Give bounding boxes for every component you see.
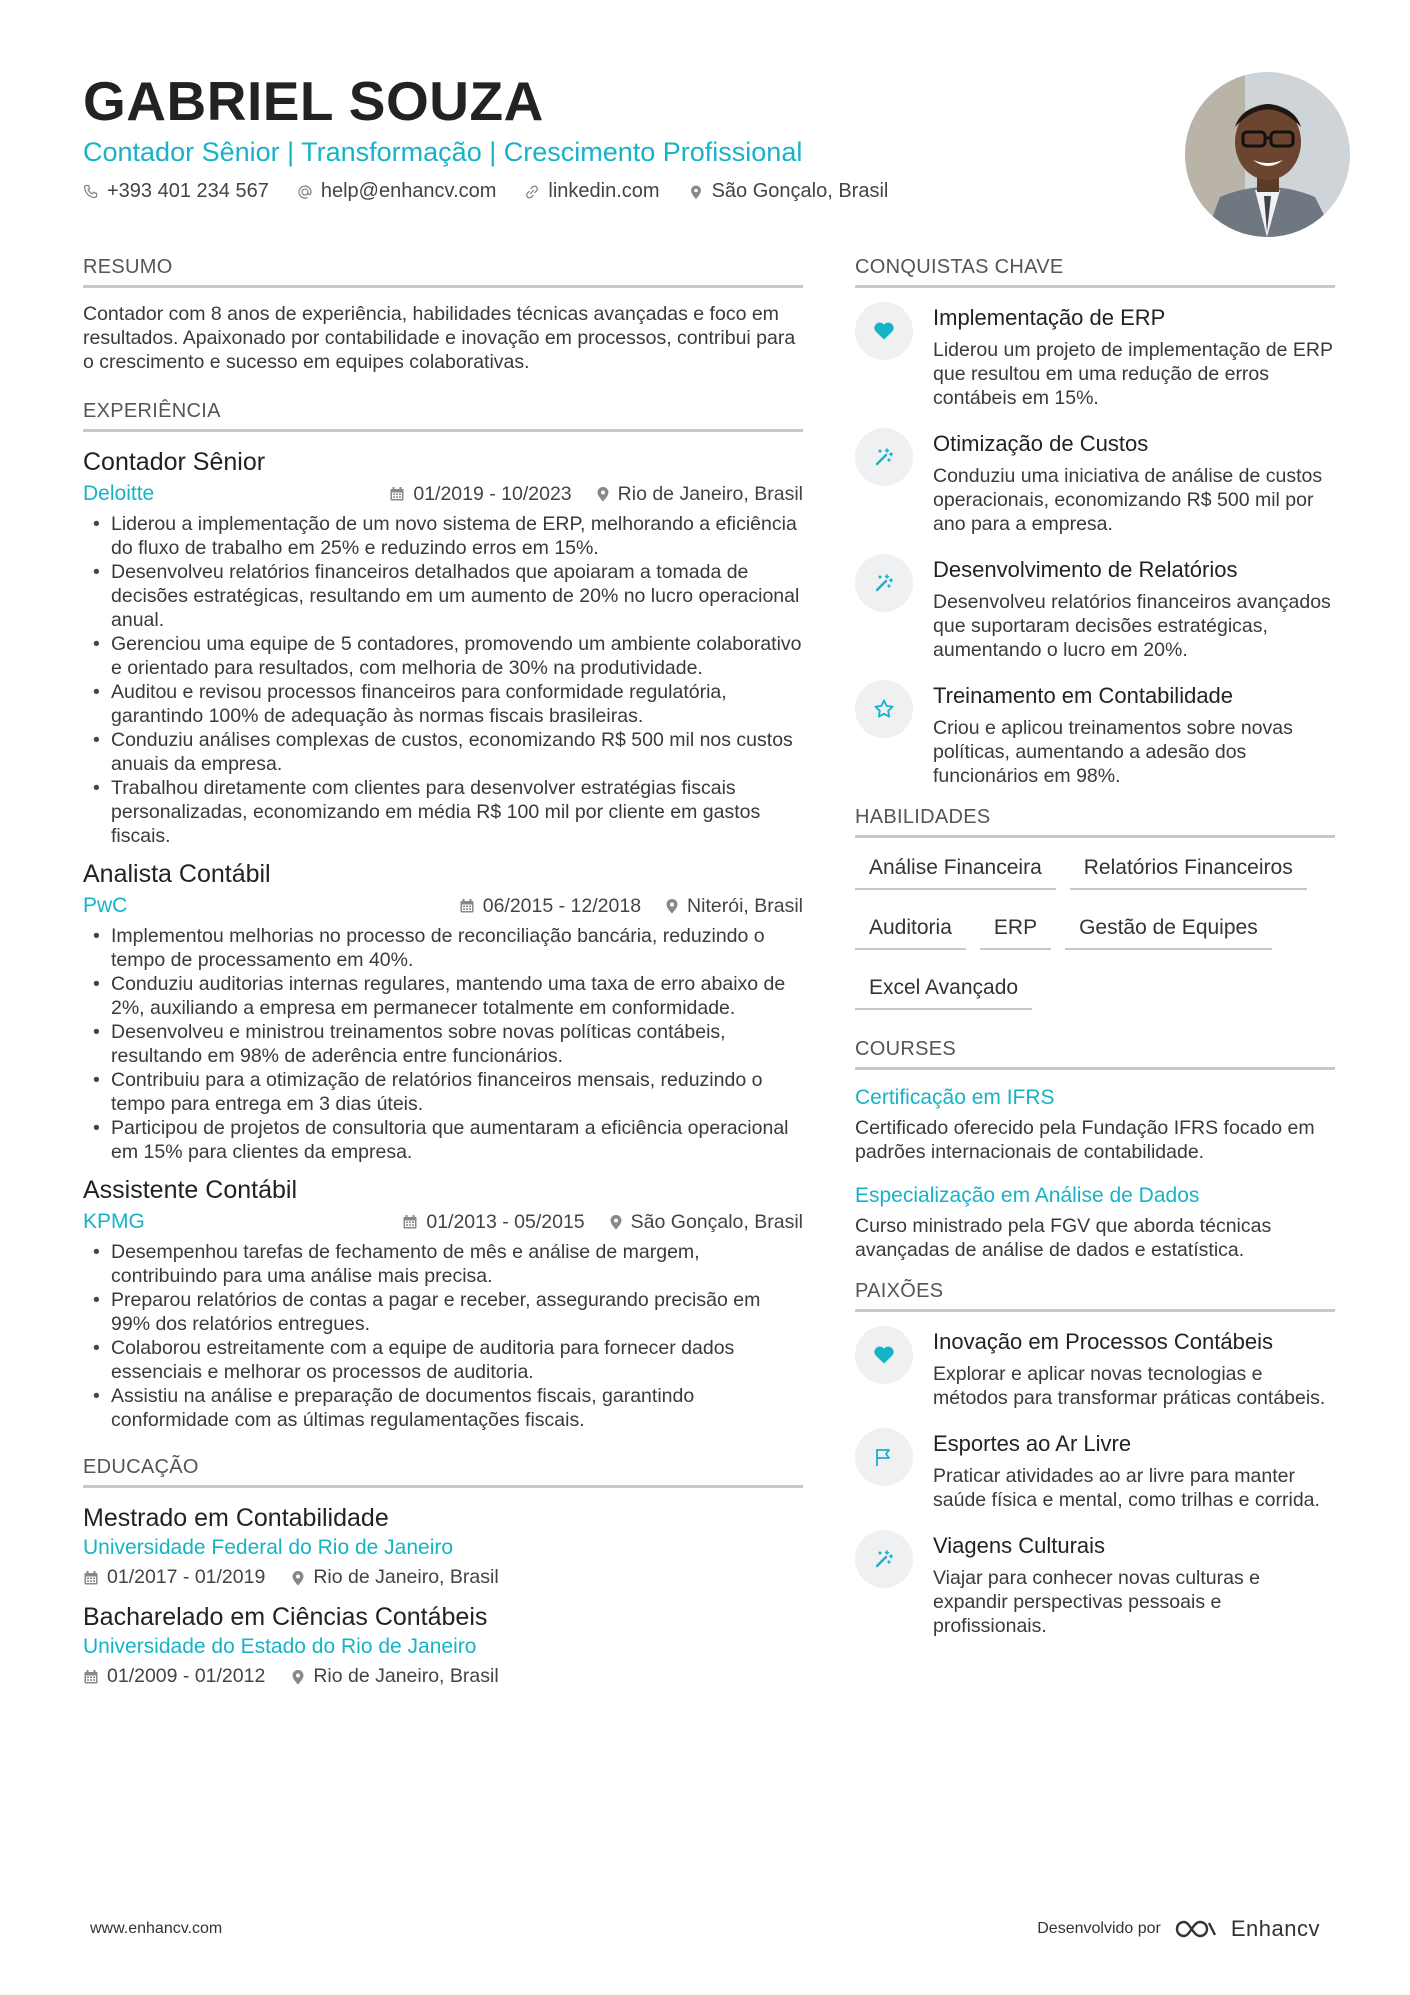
courses-heading: COURSES: [855, 1038, 1335, 1070]
flag-icon: [855, 1428, 913, 1486]
education-entry: [83, 1502, 803, 1589]
course-desc: Curso ministrado pela FGV que aborda técnicas avançadas de análise de dados e estatística.: [855, 1215, 1272, 1261]
job-dates: [459, 895, 641, 918]
contact-linkedin[interactable]: [524, 180, 659, 203]
achievements-item-desc: Desenvolveu relatórios financeiros avançados que suportaram decisões estratégicas, aumentando o lucro em 20%.: [933, 591, 1331, 661]
achievements-item-title: Otimização de Custos: [933, 431, 1149, 456]
bullet-item: • Desenvolveu relatórios financeiros detalhados que apoiaram a tomada de decisões estratégicas, resultando em um aumento de 20% no lucro operacional anual.: [83, 560, 803, 632]
contact-email[interactable]: [297, 180, 497, 203]
magic-wand-icon: [855, 554, 913, 612]
contact-bar: [83, 180, 1183, 203]
bullet-item: • Colaborou estreitamente com a equipe de auditoria para fornecer dados essenciais e melhorar os processos de auditoria.: [83, 1336, 803, 1384]
job-title: Analista Contábil: [83, 860, 271, 888]
footer-brand: [1037, 1916, 1320, 1942]
powered-by-text: Desenvolvido por: [1037, 1920, 1161, 1937]
achievements-list: [855, 302, 1335, 788]
passions-item-desc: Viajar para conhecer novas culturas e expandir perspectivas pessoais e profissionais.: [933, 1567, 1260, 1637]
job-location-text: Niterói, Brasil: [687, 894, 803, 917]
bullet-item: • Implementou melhorias no processo de reconciliação bancária, reduzindo o tempo de processamento em 40%.: [83, 924, 803, 972]
calendar-icon: [402, 1214, 418, 1230]
footer-website[interactable]: www.enhancv.com: [90, 1920, 223, 1937]
achievements-item-title: Desenvolvimento de Relatórios: [933, 557, 1238, 582]
achievements-item-body: [933, 680, 1335, 788]
skills-list: [855, 852, 1335, 1010]
courses-list: [855, 1084, 1335, 1262]
education-location: [291, 1566, 498, 1589]
bullet-item: • Contribuiu para a otimização de relatórios financeiros mensais, reduzindo o tempo para entrega em 3 dias úteis.: [83, 1068, 803, 1116]
skill-tag: Análise Financeira: [855, 852, 1056, 890]
phone-text: +393 401 234 567: [107, 180, 269, 202]
achievements-heading: CONQUISTAS CHAVE: [855, 256, 1335, 288]
bullet-item: • Auditou e revisou processos financeiros para conformidade regulatória, garantindo 100% de adequação às normas fiscais brasileiras.: [83, 680, 803, 728]
magic-wand-icon: [855, 1530, 913, 1588]
job-location: [609, 1211, 803, 1234]
summary-text: Contador com 8 anos de experiência, habilidades técnicas avançadas e foco em resultados. Apaixonado por contabilidade e inovação em processos, contribui para o crescimento e sucesso em equipes colaborativas.: [83, 303, 796, 373]
experience-heading: EXPERIÊNCIA: [83, 400, 803, 432]
company-name: Deloitte: [83, 482, 155, 505]
contact-location: [688, 180, 889, 203]
passions-item-body: [933, 1530, 1335, 1638]
passions-item-title: Inovação em Processos Contábeis: [933, 1329, 1273, 1354]
link-icon: [524, 184, 540, 200]
job-dates-text: 06/2015 - 12/2018: [482, 894, 642, 917]
job-location: [596, 483, 803, 506]
achievements-item: [855, 554, 1335, 662]
achievements-item-desc: Criou e aplicou treinamentos sobre novas políticas, aumentando a adesão dos funcionários em 98%.: [933, 717, 1293, 787]
bullet-item: • Trabalhou diretamente com clientes para desenvolver estratégias fiscais personalizadas, economizando em média R$ 100 mil por cliente em gastos fiscais.: [83, 776, 803, 848]
location-pin-icon: [609, 1214, 623, 1230]
education-location: [291, 1665, 498, 1688]
job-meta: [83, 894, 803, 918]
candidate-name: GABRIEL SOUZA: [83, 70, 544, 132]
achievements-item: [855, 302, 1335, 410]
achievements-item-body: [933, 428, 1335, 536]
passions-item-body: [933, 1428, 1335, 1512]
job-entry: [83, 446, 803, 848]
education-heading: EDUCAÇÃO: [83, 1456, 803, 1488]
location-pin-icon: [688, 184, 704, 200]
passions-item: [855, 1326, 1335, 1410]
enhancv-logo-icon: [1173, 1917, 1219, 1941]
job-meta-right: [459, 895, 803, 918]
achievements-item-desc: Liderou um projeto de implementação de ERP que resultou em uma redução de erros contábeis em 15%.: [933, 339, 1333, 409]
job-entry: [83, 858, 803, 1164]
avatar: [1185, 72, 1350, 237]
bullet-item: • Preparou relatórios de contas a pagar e receber, assegurando precisão em 99% dos relatórios entregues.: [83, 1288, 803, 1336]
job-location-text: São Gonçalo, Brasil: [630, 1210, 803, 1233]
contact-phone[interactable]: [83, 180, 269, 203]
brand-name: Enhancv: [1230, 1916, 1320, 1941]
bullet-item: • Conduziu auditorias internas regulares, mantendo uma taxa de erro abaixo de 2%, auxiliando a empresa em permanecer totalmente em conformidade.: [83, 972, 803, 1020]
job-meta: [83, 1210, 803, 1234]
footer: [90, 1916, 1320, 1942]
calendar-icon: [459, 898, 475, 914]
location-pin-icon: [665, 898, 679, 914]
avatar-portrait: [1185, 72, 1350, 237]
school-name: Universidade Federal do Rio de Janeiro: [83, 1536, 454, 1559]
job-title: Contador Sênior: [83, 448, 266, 476]
course-entry: [855, 1182, 1335, 1262]
skills-heading: HABILIDADES: [855, 806, 1335, 838]
passions-item-desc: Explorar e aplicar novas tecnologias e métodos para transformar práticas contábeis.: [933, 1363, 1326, 1409]
job-meta-right: [402, 1211, 803, 1234]
phone-icon: [83, 184, 99, 200]
calendar-icon: [83, 1570, 99, 1586]
education-list: [83, 1502, 803, 1688]
job-location: [665, 895, 803, 918]
linkedin-text: linkedin.com: [548, 180, 660, 202]
bullet-item: • Liderou a implementação de um novo sistema de ERP, melhorando a eficiência do fluxo de trabalho em 25% e reduzindo erros em 15%.: [83, 512, 803, 560]
passions-item: [855, 1530, 1335, 1638]
bullet-item: • Conduziu análises complexas de custos, economizando R$ 500 mil nos custos anuais da empresa.: [83, 728, 803, 776]
achievements-item: [855, 680, 1335, 788]
job-location-text: Rio de Janeiro, Brasil: [617, 482, 803, 505]
at-icon: [297, 184, 313, 200]
job-meta-right: [389, 483, 803, 506]
achievements-item-body: [933, 302, 1335, 410]
job-bullets: [83, 512, 803, 848]
skill-tag: Excel Avançado: [855, 972, 1032, 1010]
experience-list: [83, 446, 803, 1432]
education-dates-text: 01/2009 - 01/2012: [107, 1665, 266, 1687]
achievements-item: [855, 428, 1335, 536]
heart-icon: [855, 302, 913, 360]
education-location-text: Rio de Janeiro, Brasil: [313, 1665, 499, 1687]
calendar-icon: [83, 1669, 99, 1685]
right-column: [855, 256, 1335, 1656]
location-pin-icon: [291, 1570, 305, 1586]
company-name: PwC: [83, 894, 128, 917]
job-dates-text: 01/2013 - 05/2015: [426, 1210, 585, 1233]
passions-item: [855, 1428, 1335, 1512]
education-location-text: Rio de Janeiro, Brasil: [313, 1566, 499, 1588]
education-entry: [83, 1601, 803, 1688]
education-meta: [83, 1566, 803, 1589]
left-column: [83, 256, 803, 1700]
skill-tag: ERP: [980, 912, 1051, 950]
passions-item-desc: Praticar atividades ao ar livre para manter saúde física e mental, como trilhas e corrida.: [933, 1465, 1320, 1511]
heart-icon: [855, 1326, 913, 1384]
passions-item-body: [933, 1326, 1335, 1410]
achievements-item-desc: Conduziu uma iniciativa de análise de custos operacionais, economizando R$ 500 mil por ano para a empresa.: [933, 465, 1323, 535]
degree-title: Mestrado em Contabilidade: [83, 1504, 389, 1532]
achievements-item-title: Implementação de ERP: [933, 305, 1166, 330]
company-name: KPMG: [83, 1210, 145, 1233]
skill-tag: Relatórios Financeiros: [1070, 852, 1307, 890]
school-name: Universidade do Estado do Rio de Janeiro: [83, 1635, 477, 1658]
course-entry: [855, 1084, 1335, 1164]
course-desc: Certificado oferecido pela Fundação IFRS focado em padrões internacionais de contabilidade.: [855, 1117, 1315, 1163]
job-entry: [83, 1174, 803, 1432]
location-pin-icon: [291, 1669, 305, 1685]
education-dates: [83, 1665, 265, 1688]
location-pin-icon: [596, 486, 610, 502]
job-dates: [402, 1211, 584, 1234]
achievements-item-body: [933, 554, 1335, 662]
summary-heading: RESUMO: [83, 256, 803, 288]
education-meta: [83, 1665, 803, 1688]
magic-wand-icon: [855, 428, 913, 486]
bullet-item: • Desempenhou tarefas de fechamento de mês e análise de margem, contribuindo para uma análise mais precisa.: [83, 1240, 803, 1288]
job-title: Assistente Contábil: [83, 1176, 298, 1204]
education-dates: [83, 1566, 265, 1589]
location-text: São Gonçalo, Brasil: [711, 180, 889, 202]
star-icon: [855, 680, 913, 738]
education-dates-text: 01/2017 - 01/2019: [107, 1566, 266, 1588]
job-dates-text: 01/2019 - 10/2023: [413, 482, 572, 505]
course-title: Especialização em Análise de Dados: [855, 1184, 1200, 1207]
passions-list: [855, 1326, 1335, 1638]
header: [83, 72, 1183, 203]
bullet-item: • Desenvolveu e ministrou treinamentos sobre novas políticas contábeis, resultando em 98% de aderência entre funcionários.: [83, 1020, 803, 1068]
job-meta: [83, 482, 803, 506]
email-text: help@enhancv.com: [320, 180, 497, 202]
job-bullets: [83, 1240, 803, 1432]
course-title: Certificação em IFRS: [855, 1086, 1055, 1109]
passions-item-title: Esportes ao Ar Livre: [933, 1431, 1132, 1456]
skill-tag: Gestão de Equipes: [1065, 912, 1272, 950]
achievements-item-title: Treinamento em Contabilidade: [933, 683, 1234, 708]
bullet-item: • Assistiu na análise e preparação de documentos fiscais, garantindo conformidade com as últimas regulamentações fiscais.: [83, 1384, 803, 1432]
job-bullets: [83, 924, 803, 1164]
bullet-item: • Gerenciou uma equipe de 5 contadores, promovendo um ambiente colaborativo e orientado para resultados, com melhoria de 30% na produtividade.: [83, 632, 803, 680]
degree-title: Bacharelado em Ciências Contábeis: [83, 1603, 488, 1631]
calendar-icon: [389, 486, 405, 502]
job-dates: [389, 483, 571, 506]
candidate-tagline: Contador Sênior | Transformação | Crescimento Profissional: [83, 137, 803, 167]
bullet-item: • Participou de projetos de consultoria que aumentaram a eficiência operacional em 15% para clientes da empresa.: [83, 1116, 803, 1164]
passions-heading: PAIXÕES: [855, 1280, 1335, 1312]
passions-item-title: Viagens Culturais: [933, 1533, 1106, 1558]
skill-tag: Auditoria: [855, 912, 966, 950]
